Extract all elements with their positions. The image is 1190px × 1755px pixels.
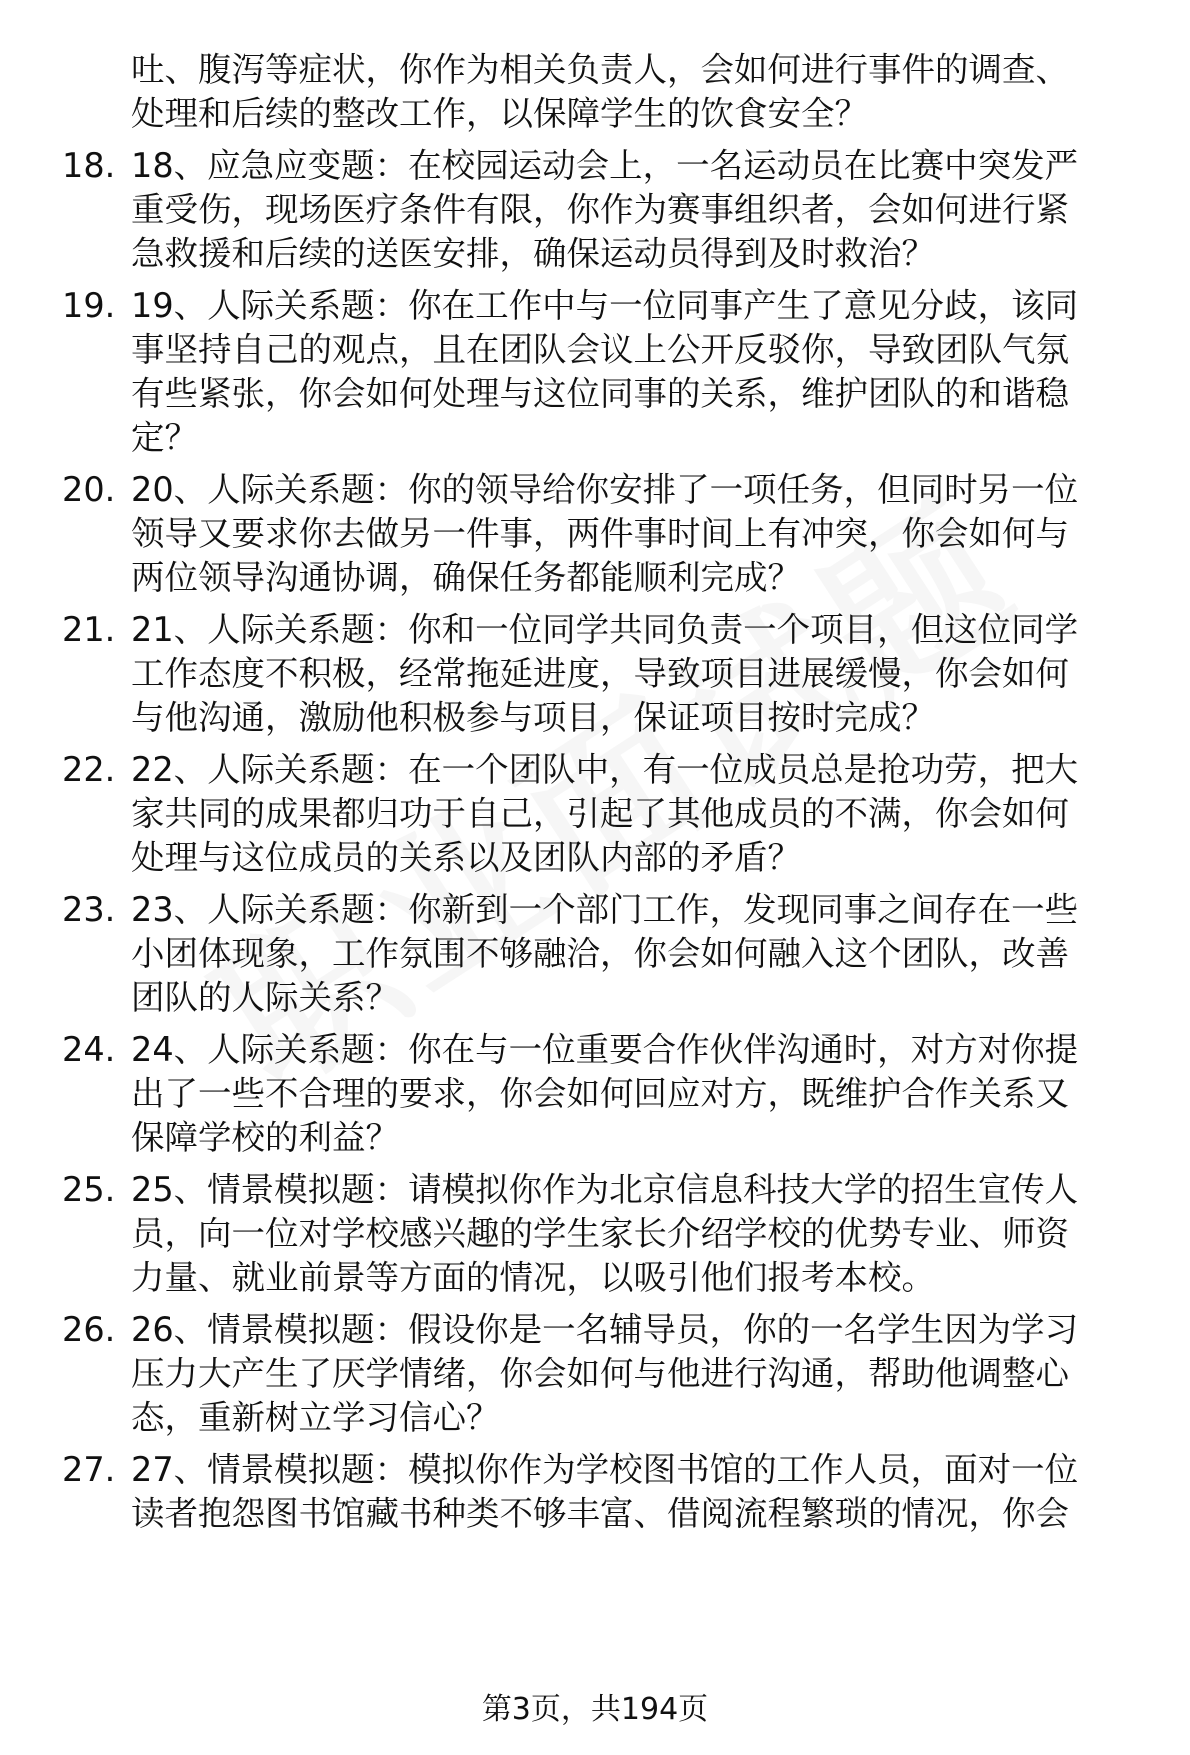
question-line: 事坚持自己的观点，且在团队会议上公开反驳你，导致团队气氛 xyxy=(131,330,1069,369)
question-line: 两位领导沟通协调，确保任务都能顺利完成？ xyxy=(131,558,801,597)
question-line: 小团体现象，工作氛围不够融洽，你会如何融入这个团队，改善 xyxy=(131,934,1069,973)
question-line: 20、人际关系题：你的领导给你安排了一项任务，但同时另一位 xyxy=(131,470,1079,509)
question-line: 员，向一位对学校感兴趣的学生家长介绍学校的优势专业、师资 xyxy=(131,1214,1069,1253)
question-line: 有些紧张，你会如何处理与这位同事的关系，维护团队的和谐稳 xyxy=(131,374,1069,413)
question-number: 22. xyxy=(62,750,116,789)
question-number: 19. xyxy=(62,286,116,325)
question-number: 18. xyxy=(62,146,116,185)
question-number: 24. xyxy=(62,1030,116,1069)
question-line: 与他沟通，激励他积极参与项目，保证项目按时完成？ xyxy=(131,698,935,737)
question-line: 力量、就业前景等方面的情况，以吸引他们报考本校。 xyxy=(131,1258,935,1297)
question-line: 26、情景模拟题：假设你是一名辅导员，你的一名学生因为学习 xyxy=(131,1310,1079,1349)
question-line: 定？ xyxy=(131,418,198,457)
question-line: 领导又要求你去做另一件事，两件事时间上有冲突，你会如何与 xyxy=(131,514,1069,553)
question-line: 19、人际关系题：你在工作中与一位同事产生了意见分歧，该同 xyxy=(131,286,1079,325)
question-line: 27、情景模拟题：模拟你作为学校图书馆的工作人员，面对一位 xyxy=(131,1450,1079,1489)
question-line: 家共同的成果都归功于自己，引起了其他成员的不满，你会如何 xyxy=(131,794,1069,833)
question-line: 急救援和后续的送医安排，确保运动员得到及时救治？ xyxy=(131,234,935,273)
page-footer: 第3页，共194页 xyxy=(481,1692,709,1727)
question-line: 出了一些不合理的要求，你会如何回应对方，既维护合作关系又 xyxy=(131,1074,1069,1113)
question-number: 23. xyxy=(62,890,116,929)
question-number: 21. xyxy=(62,610,116,649)
question-line: 重受伤，现场医疗条件有限，你作为赛事组织者，会如何进行紧 xyxy=(131,190,1069,229)
question-line: 保障学校的利益？ xyxy=(131,1118,399,1157)
question-number: 27. xyxy=(62,1450,116,1489)
question-number: 26. xyxy=(62,1310,116,1349)
question-line: 处理与这位成员的关系以及团队内部的矛盾？ xyxy=(131,838,801,877)
question-number: 20. xyxy=(62,470,116,509)
question-line: 18、应急应变题：在校园运动会上，一名运动员在比赛中突发严 xyxy=(131,146,1079,185)
question-line: 21、人际关系题：你和一位同学共同负责一个项目，但这位同学 xyxy=(131,610,1079,649)
question-number: 25. xyxy=(62,1170,116,1209)
question-line: 工作态度不积极，经常拖延进度，导致项目进展缓慢，你会如何 xyxy=(131,654,1069,693)
question-line: 23、人际关系题：你新到一个部门工作，发现同事之间存在一些 xyxy=(131,890,1079,929)
question-line: 22、人际关系题：在一个团队中，有一位成员总是抢功劳，把大 xyxy=(131,750,1079,789)
intro-line: 吐、腹泻等症状，你作为相关负责人，会如何进行事件的调查、 xyxy=(131,50,1069,89)
question-line: 24、人际关系题：你在与一位重要合作伙伴沟通时，对方对你提 xyxy=(131,1030,1079,1069)
question-line: 压力大产生了厌学情绪，你会如何与他进行沟通，帮助他调整心 xyxy=(131,1354,1069,1393)
question-line: 25、情景模拟题：请模拟你作为北京信息科技大学的招生宣传人 xyxy=(131,1170,1079,1209)
question-line: 态，重新树立学习信心？ xyxy=(131,1398,500,1437)
question-line: 读者抱怨图书馆藏书种类不够丰富、借阅流程繁琐的情况，你会 xyxy=(131,1494,1069,1533)
question-line: 团队的人际关系？ xyxy=(131,978,399,1017)
intro-line: 处理和后续的整改工作，以保障学生的饮食安全？ xyxy=(131,94,868,133)
